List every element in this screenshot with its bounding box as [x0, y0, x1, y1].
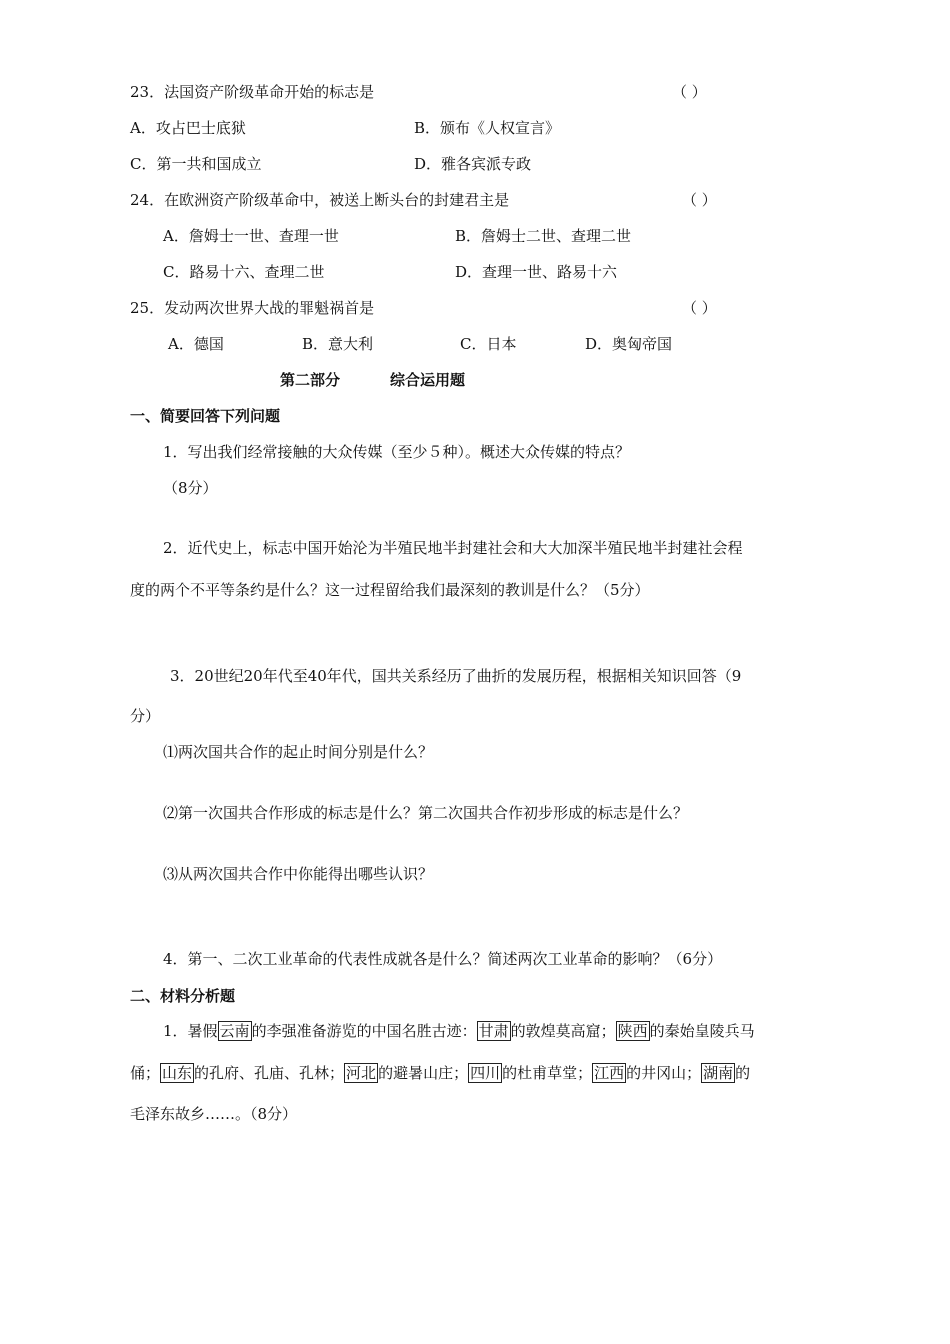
q24-option-c: C．路易十六、查理二世	[163, 263, 325, 281]
s1-q3-sub2: ⑵第一次国共合作形成的标志是什么？第二次国共合作初步形成的标志是什么？	[163, 804, 689, 822]
text-segment: 俑；	[130, 1064, 161, 1082]
province-box-gansu: 甘肃	[478, 1022, 509, 1040]
s2-material1-line3: 毛泽东故乡……。（8分）	[130, 1105, 298, 1123]
q24-stem: 24．在欧洲资产阶级革命中，被送上断头台的封建君主是	[130, 191, 510, 209]
q25-option-a: A．德国	[168, 335, 224, 353]
text-segment: 的井冈山；	[626, 1064, 702, 1082]
province-box-jiangxi: 江西	[594, 1064, 625, 1082]
q25-answer-paren: （ ）	[682, 299, 717, 317]
s2-material1-line1	[163, 1021, 755, 1041]
text-segment: 的杜甫草堂；	[502, 1064, 593, 1082]
part2-title-text: 综合运用题	[390, 371, 466, 389]
s2-material1-line2	[130, 1063, 750, 1083]
text-segment: 的孔府、孔庙、孔林；	[194, 1064, 345, 1082]
text-segment: 的秦始皇陵兵马	[649, 1022, 755, 1040]
q23-stem: 23．法国资产阶级革命开始的标志是	[130, 83, 375, 101]
province-box-yunnan: 云南	[219, 1022, 250, 1040]
province-box-hebei: 河北	[346, 1064, 377, 1082]
text-segment: 的	[735, 1064, 751, 1082]
province-box-shaanxi: 陕西	[617, 1022, 648, 1040]
s1-q1-line2: （8分）	[163, 479, 218, 497]
q25-option-b: B．意大利	[302, 335, 374, 353]
province-box-hunan: 湖南	[703, 1064, 734, 1082]
province-box-shandong: 山东	[162, 1064, 193, 1082]
q23-option-b: B．颁布《人权宣言》	[414, 119, 561, 137]
q23-answer-paren: （ ）	[672, 83, 707, 101]
q25-stem: 25．发动两次世界大战的罪魁祸首是	[130, 299, 375, 317]
s1-q1-line1: 1．写出我们经常接触的大众传媒（至少５种）。概述大众传媒的特点？	[163, 443, 631, 461]
s1-q4-line1: 4．第一、二次工业革命的代表性成就各是什么？简述两次工业革命的影响？（6分）	[163, 950, 723, 968]
province-box-sichuan: 四川	[470, 1064, 501, 1082]
part2-title-number: 第二部分	[280, 371, 341, 389]
section2-heading: 二、材料分析题	[130, 987, 236, 1005]
text-segment: 的敦煌莫高窟；	[510, 1022, 616, 1040]
s1-q3-sub1: ⑴两次国共合作的起止时间分别是什么？	[163, 743, 434, 761]
text-segment: 的避暑山庄；	[378, 1064, 469, 1082]
q24-option-d: D．查理一世、路易十六	[455, 263, 618, 281]
s1-q2-line2: 度的两个不平等条约是什么？这一过程留给我们最深刻的教训是什么？（5分）	[130, 581, 650, 599]
q23-option-a: A．攻占巴士底狱	[130, 119, 246, 137]
section1-heading: 一、简要回答下列问题	[130, 407, 281, 425]
q23-option-d: D．雅各宾派专政	[414, 155, 532, 173]
text-segment: 1．暑假	[163, 1022, 218, 1040]
q24-option-b: B．詹姆士二世、查理二世	[455, 227, 632, 245]
q23-option-c: C．第一共和国成立	[130, 155, 262, 173]
q24-answer-paren: （ ）	[682, 191, 717, 209]
q24-option-a: A．詹姆士一世、查理一世	[163, 227, 339, 245]
s1-q3-sub3: ⑶从两次国共合作中你能得出哪些认识？	[163, 865, 434, 883]
q25-option-d: D．奥匈帝国	[585, 335, 673, 353]
q25-option-c: C．日本	[460, 335, 517, 353]
s1-q2-line1: 2．近代史上，标志中国开始沦为半殖民地半封建社会和大大加深半殖民地半封建社会程	[163, 539, 743, 557]
s1-q3-line2: 分）	[130, 707, 161, 725]
s1-q3-line1: 3．20世纪20年代至40年代，国共关系经历了曲折的发展历程，根据相关知识回答（9	[170, 667, 742, 685]
text-segment: 的李强准备游览的中国名胜古迹：	[251, 1022, 477, 1040]
